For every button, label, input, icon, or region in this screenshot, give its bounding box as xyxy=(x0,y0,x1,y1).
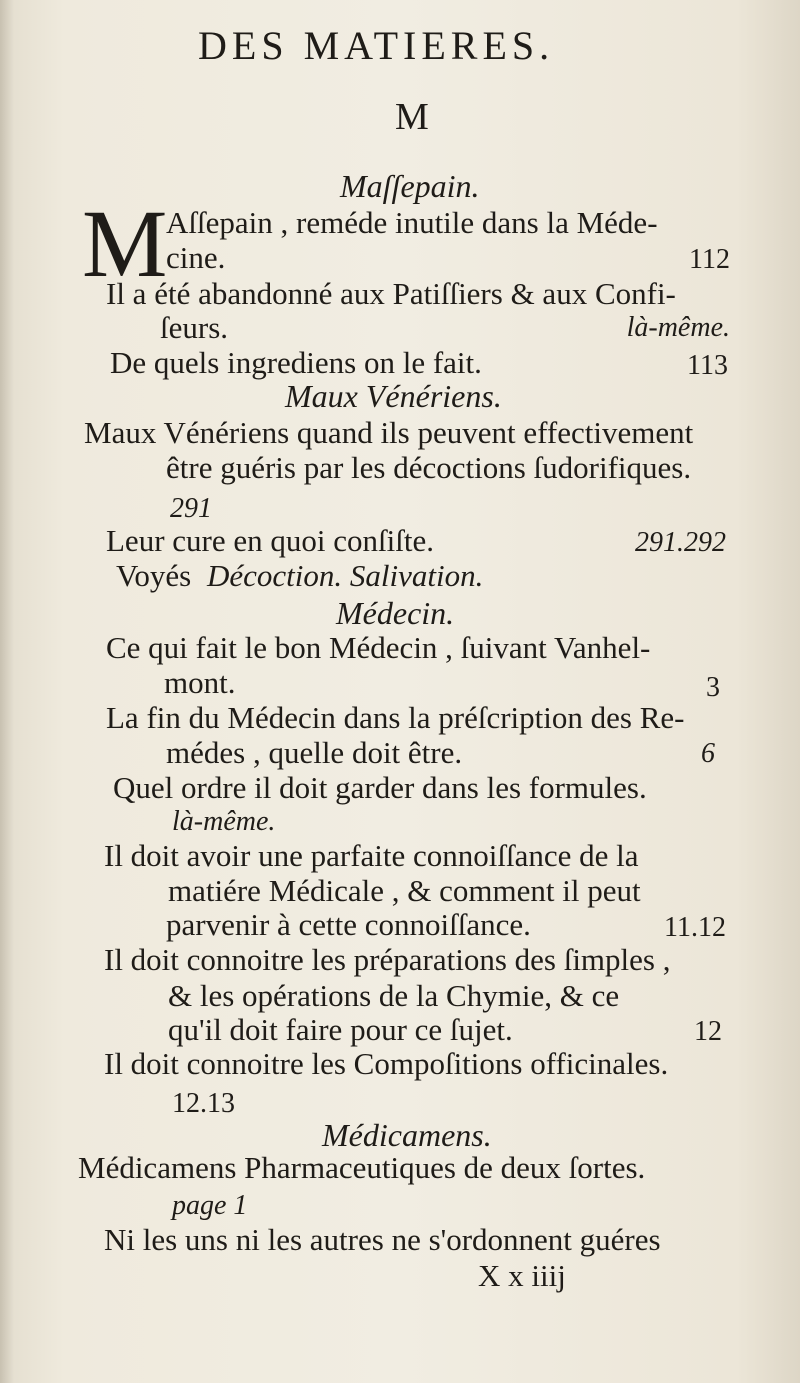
entry-line: La fin du Médecin dans la préſcription des Re- xyxy=(106,700,685,735)
page-ref: 12 xyxy=(694,1016,722,1047)
entry-line: médes , quelle doit être. xyxy=(166,735,463,770)
entry-line: Quel ordre il doit garder dans les formules. xyxy=(113,770,647,805)
entry-line: De quels ingrediens on le fait. xyxy=(110,345,482,380)
drop-cap: M xyxy=(82,190,168,297)
entry-line: Aſſepain , reméde inutile dans la Méde- xyxy=(166,205,658,240)
page-edge-shadow xyxy=(0,0,14,1383)
entry-line: Médicamens Pharmaceutiques de deux ſortes. xyxy=(78,1150,646,1185)
page-ref: 11.12 xyxy=(664,912,726,943)
entry-line: Ce qui fait le bon Médecin , ſuivant Vanhel- xyxy=(106,630,651,665)
entry-line: Il doit connoitre les préparations des ſimples , xyxy=(104,942,671,977)
page-ref: 112 xyxy=(689,244,730,275)
entry-line: Il a été abandonné aux Patiſſiers & aux Confi- xyxy=(106,276,676,311)
section-letter: M xyxy=(395,96,429,138)
page-ref: 6 xyxy=(701,738,715,769)
entry-line: & les opérations de la Chymie, & ce xyxy=(168,978,620,1013)
entry-line: cine. xyxy=(166,240,226,275)
entry-line: parvenir à cette connoiſſance. xyxy=(166,907,531,942)
page-ref: 113 xyxy=(687,350,728,381)
entry-heading-maux-veneriens: Maux Vénériens. xyxy=(285,378,502,414)
entry-line: Il doit connoitre les Compoſitions officinales. xyxy=(104,1046,669,1081)
entry-line: Il doit avoir une parfaite connoiſſance de la xyxy=(104,838,639,873)
page-ref: 3 xyxy=(706,672,720,703)
entry-line: ſeurs. xyxy=(160,310,229,345)
entry-heading-massepain: Maſſepain. xyxy=(340,168,480,204)
entry-line: mont. xyxy=(164,665,236,700)
entry-line: Ni les uns ni les autres ne s'ordonnent guéres xyxy=(104,1222,661,1257)
page-ref: page 1 xyxy=(172,1190,248,1221)
running-head: DES MATIERES. xyxy=(198,23,555,68)
see-also-refs: Décoction. Salivation. xyxy=(206,558,484,593)
see-also-label: Voyés xyxy=(116,558,192,593)
page-ref: 12.13 xyxy=(172,1088,235,1119)
entry-heading-medecin: Médecin. xyxy=(336,595,455,631)
entry-line: matiére Médicale , & comment il peut xyxy=(168,873,641,908)
entry-line: Maux Vénériens quand ils peuvent effectivement xyxy=(84,415,694,450)
entry-line: être guéris par les décoctions ſudorifiques. xyxy=(166,450,692,485)
signature-mark: X x iiij xyxy=(478,1258,566,1293)
page-ref: 291 xyxy=(170,493,212,524)
entry-line: Leur cure en quoi conſiſte. xyxy=(106,523,434,558)
page-ref: 291.292 xyxy=(635,527,726,558)
entry-heading-medicamens: Médicamens. xyxy=(322,1117,492,1153)
page-ref: là-même. xyxy=(172,806,276,837)
entry-line xyxy=(116,558,483,594)
page-ref: là-même. xyxy=(626,312,730,343)
entry-line: qu'il doit faire pour ce ſujet. xyxy=(168,1012,513,1047)
